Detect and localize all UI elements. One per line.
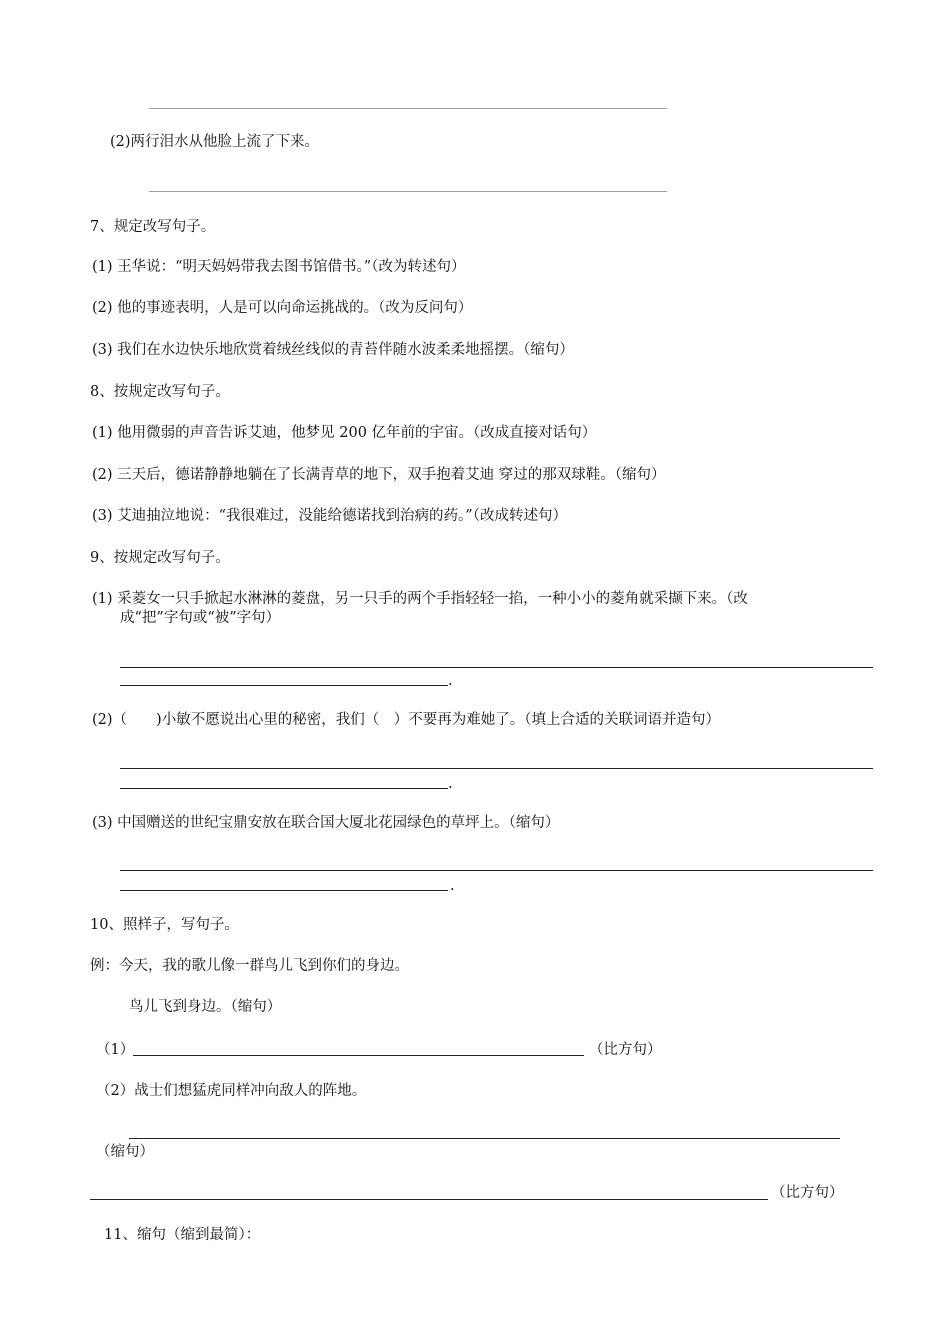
q8-item-3: (3) 艾迪抽泣地说：“我很难过，没能给德诺找到治病的药。”（改成转述句） xyxy=(92,508,567,524)
q9-title: 9、按规定改写句子。 xyxy=(90,550,230,566)
q11-title: 11、缩句（缩到最简）： xyxy=(104,1227,261,1243)
q10-item-1-label: （1） xyxy=(96,1042,135,1058)
answer-line[interactable] xyxy=(120,685,448,686)
q7-item-3: (3) 我们在水边快乐地欣赏着绒丝线似的青苔伴随水波柔柔地摇摆。（缩句） xyxy=(92,342,574,358)
period-mark: . xyxy=(448,673,453,689)
answer-line[interactable] xyxy=(120,667,873,668)
q9-item-3: (3) 中国赠送的世纪宝鼎安放在联合国大厦北花园绿色的草坪上。（缩句） xyxy=(92,815,560,831)
answer-line[interactable] xyxy=(120,788,448,789)
q9-item-2: (2)（ )小敏不愿说出心里的秘密，我们（ ）不要再为难她了。（填上合适的关联词语并造句） xyxy=(92,712,720,728)
answer-line[interactable] xyxy=(120,870,873,871)
q10-item-2-suffix-2: （比方句） xyxy=(771,1185,844,1201)
answer-line[interactable] xyxy=(129,1138,840,1139)
q9-item-1-line-1: (1) 采菱女一只手掀起水淋淋的菱盘，另一只手的两个手指轻轻一掐，一种小小的菱角就采撷下来。（改 xyxy=(92,591,748,607)
q10-example-short: 鸟儿飞到身边。（缩句） xyxy=(129,999,282,1015)
q8-item-1: (1) 他用微弱的声音告诉艾迪，他梦见 200 亿年前的宇宙。（改成直接对话句） xyxy=(92,425,597,441)
q7-title: 7、规定改写句子。 xyxy=(90,219,216,235)
period-mark: . xyxy=(450,878,455,894)
q7-item-2: (2) 他的事迹表明，人是可以向命运挑战的。（改为反问句） xyxy=(92,300,473,316)
q7-item-1: (1) 王华说：“明天妈妈带我去图书馆借书。”（改为转述句） xyxy=(92,259,466,275)
q9-item-1-line-2: 成“把”字句或“被”字句） xyxy=(120,610,281,626)
q10-item-1-suffix: （比方句） xyxy=(589,1042,662,1058)
answer-line[interactable] xyxy=(120,890,448,891)
answer-line[interactable] xyxy=(90,1199,768,1200)
q10-example: 例：今天，我的歌儿像一群鸟儿飞到你们的身边。 xyxy=(90,958,409,974)
answer-line xyxy=(149,191,667,192)
answer-line xyxy=(149,108,667,109)
q8-item-2: (2) 三天后，德诺静静地躺在了长满青草的地下，双手抱着艾迪 穿过的那双球鞋。（缩句） xyxy=(92,467,666,483)
answer-line[interactable] xyxy=(133,1055,584,1056)
q10-item-2-suffix-1: （缩句） xyxy=(96,1144,154,1160)
answer-line[interactable] xyxy=(120,768,873,769)
q8-title: 8、按规定改写句子。 xyxy=(90,384,230,400)
period-mark: . xyxy=(448,776,453,792)
q10-title: 10、照样子，写句子。 xyxy=(90,917,239,933)
q10-item-2: （2）战士们想猛虎同样冲向敌人的阵地。 xyxy=(96,1083,367,1099)
q6-item-2: (2)两行泪水从他脸上流了下来。 xyxy=(110,134,320,150)
